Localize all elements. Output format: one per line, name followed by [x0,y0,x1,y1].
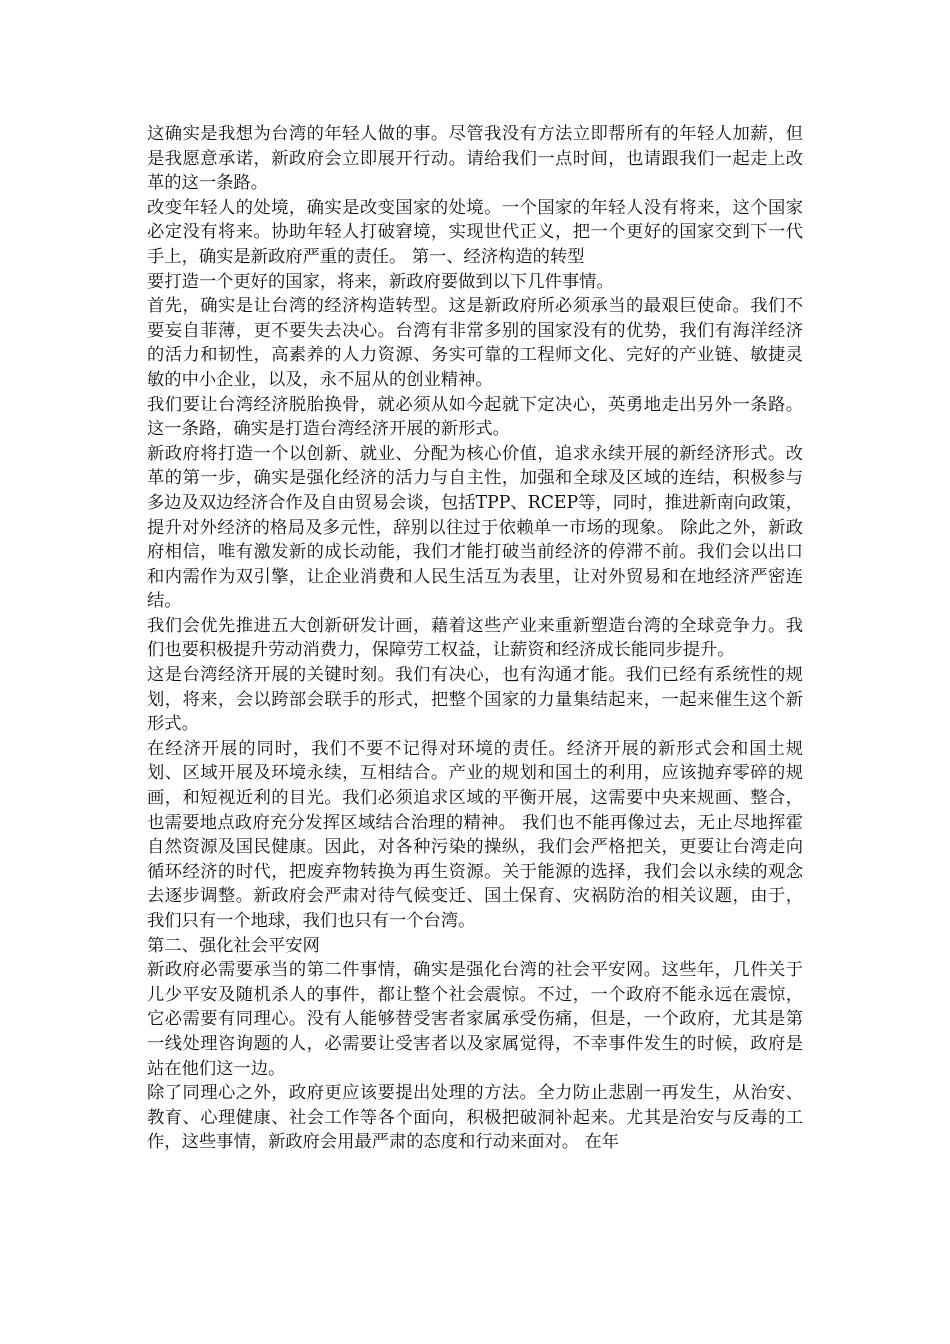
paragraph-change-situation: 改变年轻人的处境，确实是改变国家的处境。一个国家的年轻人没有将来，这个国家必定没有将来。协助年轻人打破窘境，实现世代正义，把一个更好的国家交到下一代手上，确实是新政府严重的责任。 第一、经济构造的转型 [147,197,803,267]
paragraph-key-moment: 这是台湾经济开展的关键时刻。我们有决心，也有沟通才能。我们已经有系统性的规划，将来，会以跨部会联手的形式，把整个国家的力量集结起来，一起来催生这个新形式。 [147,665,803,735]
paragraph-new-economic-model: 新政府将打造一个以创新、就业、分配为核心价值，追求永续开展的新经济形式。改革的第一步，确实是强化经济的活力与自主性，加强和全球及区域的连结，积极参与多边及双边经济合作及自由贸易会谈，包括TPP、RCEP等，同时，推进新南向政策，提升对外经济的格局及多元性，辞别以往过于依赖单一市场的现象。 除此之外，新政府相信，唯有激发新的成长动能，我们才能打破当前经济的停滞不前。我们会以出口和内需作为双引擎，让企业消费和人民生活互为表里，让对外贸易和在地经济严密连结。 [147,443,803,612]
paragraph-economic-transformation: 首先，确实是让台湾的经济构造转型。这是新政府所必须承当的最艰巨使命。我们不要妄自菲薄，更不要失去决心。台湾有非常多别的国家没有的优势，我们有海洋经济的活力和韧性，高素养的人力资源、务实可靠的工程师文化、完好的产业链、敏捷灵敏的中小企业，以及，永不屈从的创业精神。 [147,296,803,390]
paragraph-environment: 在经济开展的同时，我们不要不记得对环境的责任。经济开展的新形式会和国土规划、区域开展及环境永续，互相结合。产业的规划和国土的利用，应该抛弃零碎的规画，和短视近利的目光。我们必须追求区域的平衡开展，这需要中央来规画、整合，也需要地点政府充分发挥区域结合治理的精神。 我们也不能再像过去，无止尽地挥霍自然资源及国民健康。因此，对各种污染的操纵，我们会严格把关，更要让台湾走向循环经济的时代，把废弃物转换为再生资源。关于能源的选择，我们会以永续的观念去逐步调整。新政府会严肃对待气候变迁、国土保育、灾祸防治的相关议题，由于，我们只有一个地球，我们也只有一个台湾。 [147,738,803,931]
paragraph-innovation-plans: 我们会优先推进五大创新研发计画，藉着这些产业来重新塑造台湾的全球竞争力。我们也要积极提升劳动消费力，保障劳工权益，让薪资和经济成长能同步提升。 [147,615,803,661]
document-body [147,122,803,1155]
section-heading-social-safety-net: 第二、强化社会平安网 [147,935,320,956]
paragraph-empathy-solutions: 除了同理心之外，政府更应该要提出处理的方法。全力防止悲剧一再发生，从治安、教育、心理健康、社会工作等各个面向，积极把破洞补起来。尤其是治安与反毒的工作，这些事情，新政府会用最严肃的态度和行动来面对。 在年 [147,1083,803,1153]
paragraph-young-people-promise: 这确实是我想为台湾的年轻人做的事。尽管我没有方法立即帮所有的年轻人加薪，但是我愿意承诺，新政府会立即展开行动。请给我们一点时间，也请跟我们一起走上改革的这一条路。 [147,124,803,194]
paragraph-better-country: 要打造一个更好的国家，将来，新政府要做到以下几件事情。 [147,271,614,292]
paragraph-social-safety-net: 新政府必需要承当的第二件事情，确实是强化台湾的社会平安网。这些年，几件关于儿少平安及随机杀人的事件，都让整个社会震惊。不过，一个政府不能永远在震惊，它必需要有同理心。没有人能够替受害者家属承受伤痛，但是，一个政府，尤其是第一线处理咨询题的人，必需要让受害者以及家属觉得，不幸事件发生的时候，政府是站在他们这一边。 [147,960,803,1079]
paragraph-new-path: 我们要让台湾经济脱胎换骨，就必须从如今起就下定决心，英勇地走出另外一条路。这一条路，确实是打造台湾经济开展的新形式。 [147,394,803,440]
